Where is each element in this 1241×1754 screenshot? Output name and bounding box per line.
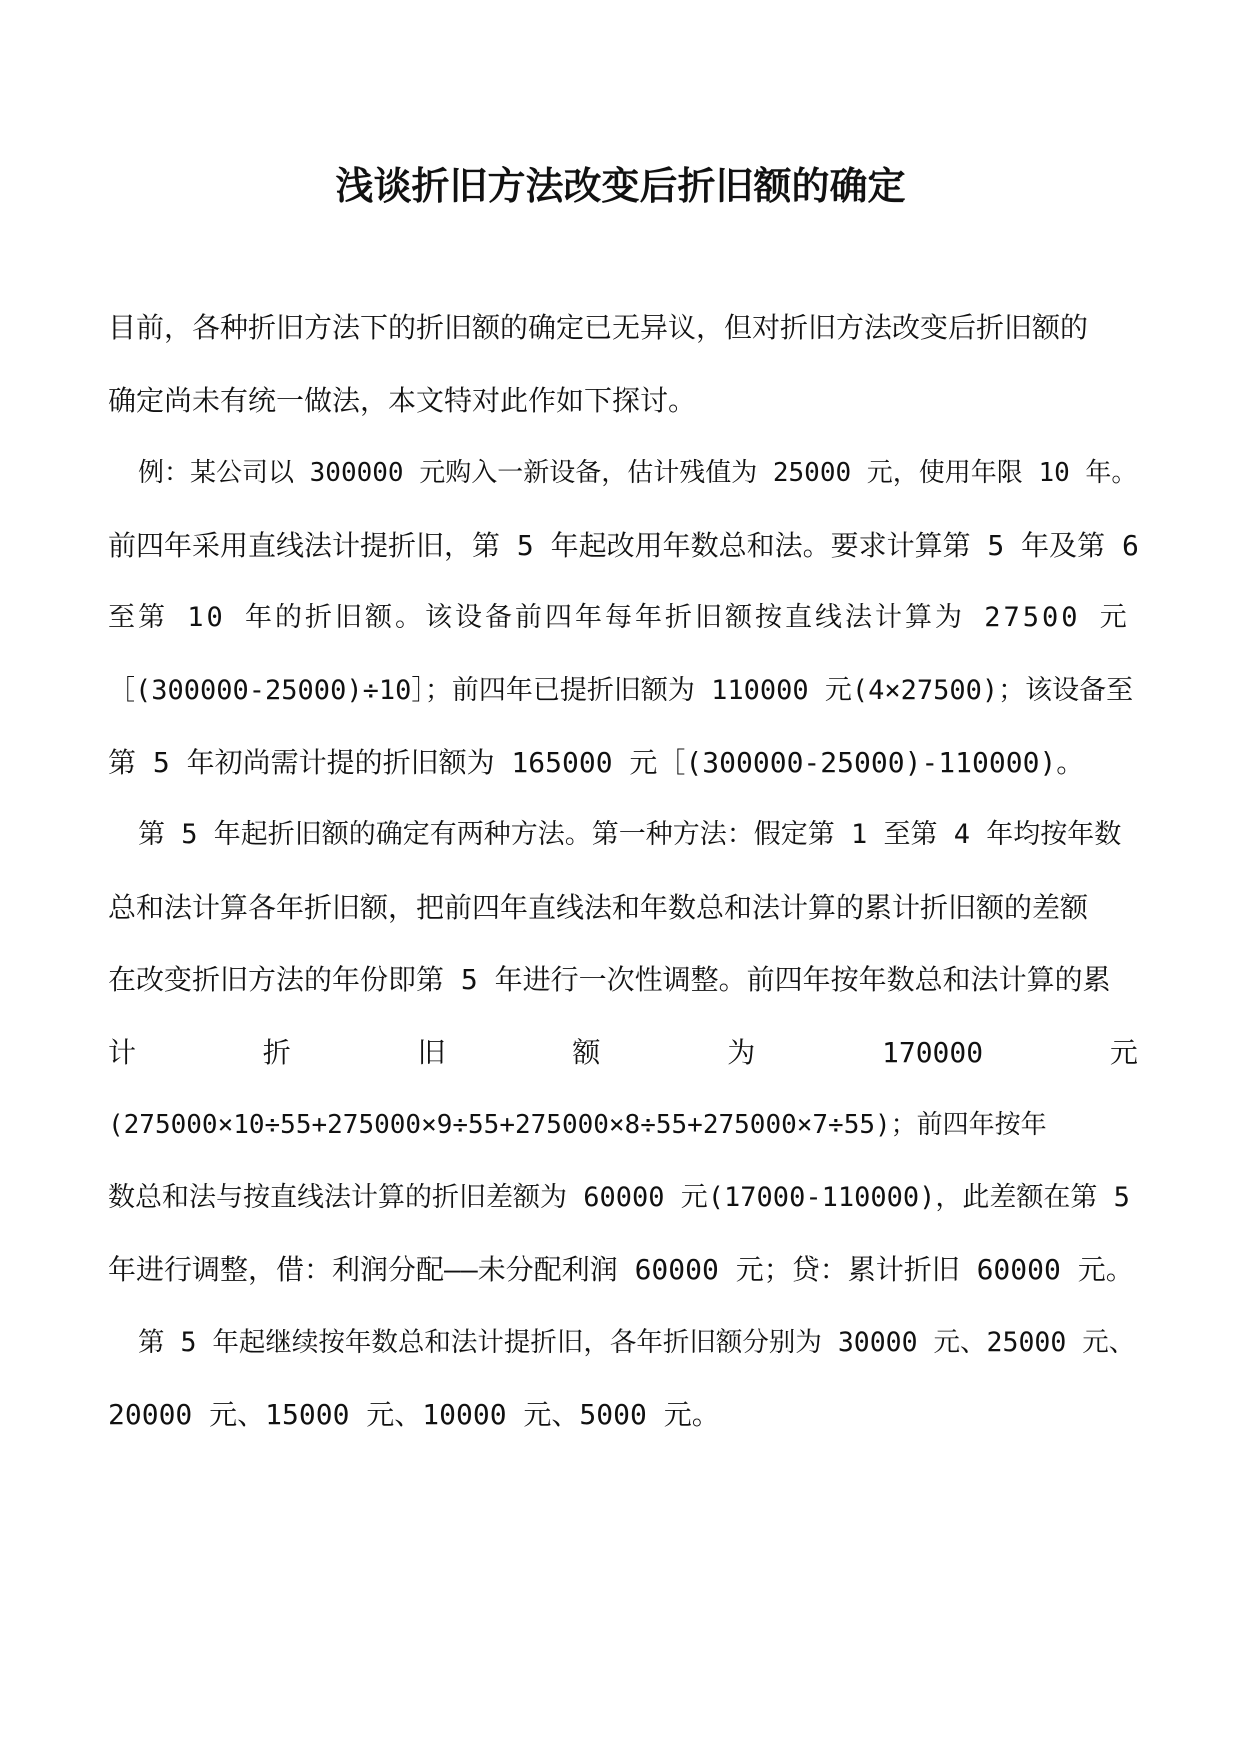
- spread-word: 计: [108, 1036, 137, 1069]
- paragraph-line: 总和法计算各年折旧额，把前四年直线法和年数总和法计算的累计折旧额的差额: [108, 891, 1089, 924]
- spread-word: 170000: [881, 1036, 984, 1069]
- paragraph-line: 确定尚未有统一做法，本文特对此作如下探讨。: [108, 384, 697, 417]
- paragraph-line: 目前，各种折旧方法下的折旧额的确定已无异议，但对折旧方法改变后折旧额的: [108, 311, 1089, 344]
- paragraph-line: 前四年采用直线法计提折旧，第 5 年起改用年数总和法。要求计算第 5 年及第 6: [108, 529, 1139, 562]
- paragraph-line: 第 5 年起折旧额的确定有两种方法。第一种方法：假定第 1 至第 4 年均按年数: [138, 819, 1122, 850]
- paragraph-line: ［(300000-25000)÷10］；前四年已提折旧额为 110000 元(4×27500)；该设备至: [108, 675, 1134, 706]
- spread-word: 额: [572, 1036, 601, 1069]
- spread-word: 折: [262, 1036, 291, 1069]
- spread-line: [108, 1033, 1138, 1073]
- paragraph-line: 数总和法与按直线法计算的折旧差额为 60000 元(17000-110000)，此差额在第 5: [108, 1182, 1130, 1213]
- spread-word: 为: [727, 1036, 756, 1069]
- paragraph-line: 第 5 年起继续按年数总和法计提折旧，各年折旧额分别为 30000 元、25000 元、: [138, 1327, 1136, 1358]
- paragraph-line: 至第 10 年的折旧额。该设备前四年每年折旧额按直线法计算为 27500 元: [108, 602, 1130, 633]
- paragraph-line: 在改变折旧方法的年份即第 5 年进行一次性调整。前四年按年数总和法计算的累: [108, 963, 1111, 996]
- paragraph-line: 20000 元、15000 元、10000 元、5000 元。: [108, 1398, 720, 1431]
- paragraph-line: 第 5 年初尚需计提的折旧额为 165000 元［(300000-25000)-110000)。: [108, 746, 1085, 779]
- paragraph-line: 年进行调整，借：利润分配——未分配利润 60000 元；贷：累计折旧 60000 元。: [108, 1253, 1134, 1286]
- spread-word: 元: [1109, 1036, 1138, 1069]
- paragraph-line: (275000×10÷55+275000×9÷55+275000×8÷55+275000×7÷55)；前四年按年: [108, 1110, 1047, 1140]
- spread-word: 旧: [417, 1036, 446, 1069]
- paragraph-line: 例：某公司以 300000 元购入一新设备，估计残值为 25000 元，使用年限 10 年。: [138, 458, 1138, 488]
- document-title: 浅谈折旧方法改变后折旧额的确定: [335, 163, 906, 208]
